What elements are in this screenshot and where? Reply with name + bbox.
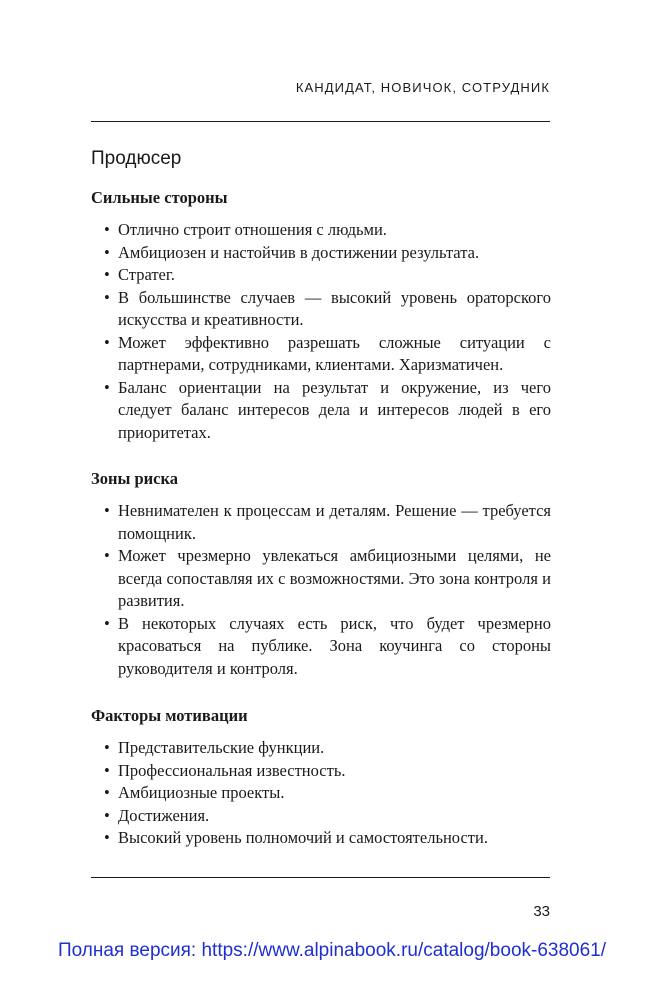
list-item: • Баланс ориентации на результат и окружение, из чего следует баланс интересов дела и интересов людей в его приоритетах.: [91, 377, 551, 445]
section-title: Продюсер: [91, 148, 182, 169]
running-head: КАНДИДАТ, НОВИЧОК, СОТРУДНИК: [295, 80, 550, 95]
list-item: • Высокий уровень полномочий и самостоятельности.: [91, 827, 551, 850]
list-item: • В некоторых случаях есть риск, что будет чрезмерно красоваться на публике. Зона коучинга со стороны руководителя и контроля.: [91, 613, 551, 681]
motivation-list: [91, 737, 551, 850]
header-rule: [91, 121, 550, 122]
strengths-list: [91, 219, 551, 444]
list-item: • Профессиональная известность.: [91, 760, 551, 783]
list-item: • Представительские функции.: [91, 737, 551, 760]
risks-list: [91, 500, 551, 680]
risks-heading: Зоны риска: [91, 469, 178, 488]
list-item: • Может эффективно разрешать сложные ситуации с партнерами, сотрудниками, клиентами. Харизматичен.: [91, 332, 551, 377]
list-item: • Может чрезмерно увлекаться амбициозными целями, не всегда сопоставляя их с возможностями. Это зона контроля и развития.: [91, 545, 551, 613]
strengths-heading: Сильные стороны: [91, 188, 228, 207]
motivation-heading: Факторы мотивации: [91, 706, 248, 725]
list-item: • В большинстве случаев — высокий уровень ораторского искусства и креативности.: [91, 287, 551, 332]
list-item: • Амбициозные проекты.: [91, 782, 551, 805]
footer-rule: [91, 877, 550, 878]
list-item: • Стратег.: [91, 264, 551, 287]
list-item: • Амбициозен и настойчив в достижении результата.: [91, 242, 551, 265]
list-item: • Невнимателен к процессам и деталям. Решение — требуется помощник.: [91, 500, 551, 545]
page-number: 33: [533, 903, 550, 920]
full-version-link[interactable]: Полная версия: https://www.alpinabook.ru/catalog/book-638061/: [57, 940, 607, 961]
list-item: • Отлично строит отношения с людьми.: [91, 219, 551, 242]
list-item: • Достижения.: [91, 805, 551, 828]
